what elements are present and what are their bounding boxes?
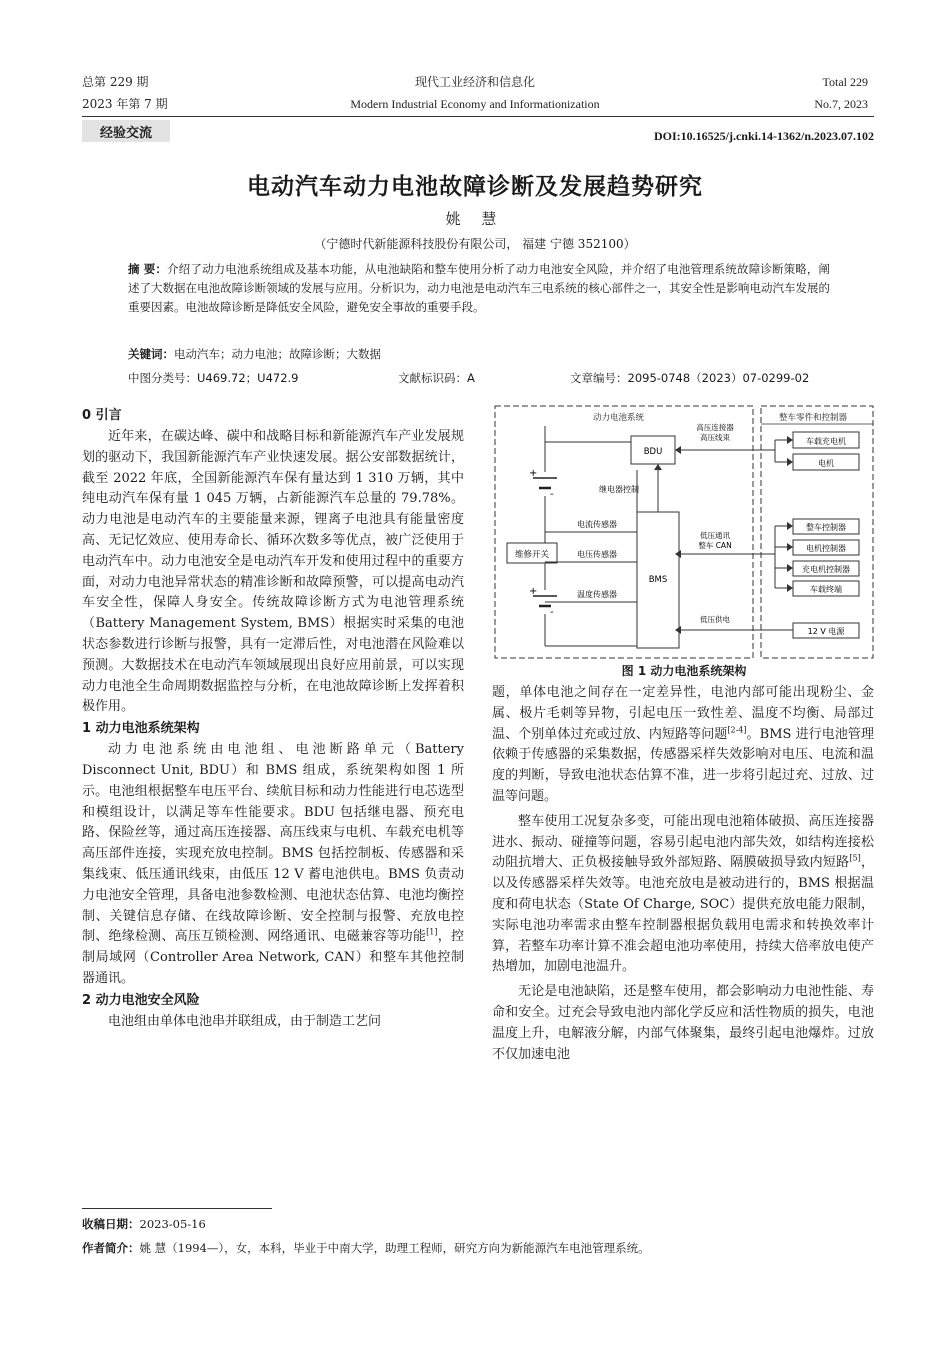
journal-title-cn: 现代工业经济和信息化 xyxy=(414,75,535,89)
hv-to-charger-arrow xyxy=(787,436,793,444)
bio-text: 姚 慧（1994—），女，本科，毕业于中南大学，助理工程师，研究方向为新能源汽车电池管理系统。 xyxy=(139,1241,650,1255)
bio-label: 作者简介： xyxy=(82,1241,140,1255)
body-left-column xyxy=(82,405,464,1033)
relay-control-label: 继电器控制 xyxy=(599,485,639,494)
document-code: 文献标识码：A xyxy=(398,371,475,385)
can-to-vcu-arrow xyxy=(787,522,793,530)
current-sensor-label: 电流传感器 xyxy=(577,520,617,529)
received-date xyxy=(82,1216,206,1232)
vehicle-use-text-a: 整车使用工况复杂多变，可能出现电池箱体破损、高压连接器进水、振动、碰撞等问题，容易引起电池内部失效，如结构连接松动阻抗增大、正负极接触导致外部短路、隔膜破损导致内短路 xyxy=(492,813,874,871)
section-tag: 经验交流 xyxy=(82,120,170,142)
lv-comm-label: 低压通讯 xyxy=(700,531,730,540)
journal-title-en: Modern Industrial Economy and Informationization xyxy=(350,97,600,111)
plus-sign-upper: + xyxy=(529,468,538,479)
citation-1: [1] xyxy=(426,928,438,937)
can-label: 整车 CAN xyxy=(698,541,732,550)
received-value: 2023-05-16 xyxy=(139,1217,206,1231)
can-to-ccu-arrow xyxy=(787,564,793,572)
issue-total-en: Total 229 xyxy=(822,75,868,89)
vehicle-use-text-b: ，以及传感器采样失效等。电池充放电是被动进行的，BMS 根据温度和荷电状态（State Of Charge, SOC）提供充放电能力限制，实际电池功率需求由整车控制器根据负载用电需求和转换效率计算，若整车功率计算不准会超电池功率使用，持续大倍率放电使产热增加，加剧电池温升。 xyxy=(492,855,874,975)
service-switch-label: 维修开关 xyxy=(514,550,550,560)
architecture-text-b: ，控制局域网（Controller Area Network, CAN）和整车其他控制器通讯。 xyxy=(82,929,464,986)
temp-sensor-label: 温度传感器 xyxy=(577,590,617,599)
clc-number: 中图分类号：U469.72；U472.9 xyxy=(128,371,299,385)
paragraph-cell-defects xyxy=(492,683,874,808)
body-right-column xyxy=(492,683,874,1065)
heading-safety-risk: 2 动力电池安全风险 xyxy=(82,992,200,1008)
mcu-label: 电机控制器 xyxy=(806,544,846,553)
doi: DOI:10.16525/j.cnki.14-1362/n.2023.07.102 xyxy=(653,129,874,143)
relay-control-arrowhead xyxy=(654,464,662,470)
issue-total-cn: 总第 229 期 xyxy=(82,75,149,89)
bdu-label: BDU xyxy=(643,447,663,457)
affiliation: （宁德时代新能源科技股份有限公司， 福建 宁德 352100） xyxy=(314,237,636,251)
minus-sign-lower: - xyxy=(550,607,554,618)
paragraph-introduction: 近年来，在碳达峰、碳中和战略目标和新能源汽车产业发展规划的驱动下，我国新能源汽车产业快速发展。据公安部数据统计，截至 2022 年底，全国新能源汽车保有量达到 1 310 万辆，其中纯电动汽车保有量 1 045 万辆，占新能源汽车总量的 79.78%。动力电池是电动汽车的主要能量来源，锂离子电池具有能量密度高、无记忆效应、使用寿命长、循环次数多等优点，被广泛使用于电动汽车中。动力电池安全是电动汽车开发和使用过程中的重要方面，对动力电池异常状态的精准诊断和故障预警，可以提高电动汽车安全性，保障人身安全。传统故障诊断方式为电池管理系统（Battery Management System, BMS）根据实时采集的电池状态参数进行诊断与报警，具有一定滞后性，对电池潜在风险难以预测。大数据技术在电动汽车领域展现出良好应用前景，可以实现动力电池全生命周期数据监控与分析，在电池故障诊断上发挥着积极作用。 xyxy=(82,429,464,715)
can-to-mcu-arrow xyxy=(787,543,793,551)
motor-label: 电机 xyxy=(818,459,834,468)
lv-power-label: 低压供电 xyxy=(700,615,730,624)
article-title: 电动汽车动力电池故障诊断及发展趋势研究 xyxy=(247,174,703,200)
author-bio xyxy=(82,1240,650,1256)
plus-sign-lower: + xyxy=(529,586,538,597)
abstract-label: 摘 要： xyxy=(128,262,168,276)
paragraph-vehicle-use xyxy=(492,812,874,978)
cell-defects-text-a: 题，单体电池之间存在一定差异性，电池内部可能出现粉尘、金属、极片毛刺等异物，引起电压一致性差、温度不均衡、局部过温、个别单体过充或过放、内短路等问题 xyxy=(492,685,874,742)
article-number: 文章编号：2095-0748（2023）07-0299-02 xyxy=(570,371,810,385)
abstract xyxy=(128,260,830,317)
bms-label: BMS xyxy=(648,575,668,585)
battery-cell-upper xyxy=(529,468,559,500)
ccu-label: 充电机控制器 xyxy=(802,565,850,574)
hv-harness-label: 高压线束 xyxy=(700,433,730,442)
hv-connector-label: 高压连接器 xyxy=(696,423,734,432)
issue-no-en: No.7, 2023 xyxy=(814,97,868,111)
abstract-text: 介绍了动力电池系统组成及基本功能，从电池缺陷和整车使用分析了动力电池安全风险，并介绍了电池管理系统故障诊断策略，阐述了大数据在电池故障诊断领域的发展与应用。分析识为，动力电池是电动汽车三电系统的核心部件之一，其安全性是影响电动汽车发展的重要因素。电池故障诊断是降低安全风险，避免安全事故的重要手段。 xyxy=(128,262,830,314)
minus-sign-upper: - xyxy=(550,489,554,500)
keywords-text: 电动汽车；动力电池；故障诊断；大数据 xyxy=(174,347,381,361)
header-rule xyxy=(82,116,874,117)
citation-5: [5] xyxy=(849,854,861,864)
hv-bus-arrow-left xyxy=(675,446,681,454)
paragraph-overcharge: 无论是电池缺陷，还是整车使用，都会影响动力电池性能、寿命和安全。过充会导致电池内部化学反应和活性物质的损失，电池温度上升，电解液分解，内部气体聚集，最终引起电池爆炸。过放不仅加速电池 xyxy=(492,984,874,1062)
vcu-label: 整车控制器 xyxy=(806,523,846,532)
battery-system-group-label: 动力电池系统 xyxy=(593,413,645,423)
hv-to-motor-arrow xyxy=(787,458,793,466)
issue-year-cn: 2023 年第 7 期 xyxy=(82,97,168,111)
cell-defects-text-b: 。BMS 进行电池管理依赖于传感器的采集数据，传感器采样失效影响对电压、电流和温度的判断，导致电池状态估算不准，进一步将引起过充、过放、过温等问题。 xyxy=(492,726,874,804)
heading-introduction: 0 引言 xyxy=(82,408,122,423)
charger-label: 车载充电机 xyxy=(806,437,846,446)
citation-2-4: [2-4] xyxy=(727,725,747,735)
paragraph-safety-risk: 电池组由单体电池串并联组成，由于制造工艺问 xyxy=(108,1013,382,1029)
vehicle-group-label: 整车零件和控制器 xyxy=(779,413,848,423)
tbox-label: 车载终端 xyxy=(810,585,842,594)
figure-caption: 图 1 动力电池系统架构 xyxy=(621,664,747,678)
received-label: 收稿日期： xyxy=(82,1217,140,1231)
voltage-sensor-label: 电压传感器 xyxy=(577,550,617,559)
keywords xyxy=(128,346,381,362)
footnote-rule xyxy=(82,1208,272,1209)
keywords-label: 关键词： xyxy=(128,347,174,361)
battery-12v-label: 12 V 电源 xyxy=(807,627,845,636)
paragraph-architecture xyxy=(82,740,464,990)
figure-battery-architecture xyxy=(493,404,875,662)
heading-architecture: 1 动力电池系统架构 xyxy=(82,721,200,737)
architecture-text-a: 动力电池系统由电池组、电池断路单元（Battery Disconnect Unit, BDU）和 BMS 组成，系统架构如图 1 所示。电池组根据整车电压平台、续航目标和动力性能进行电芯选型和模组设计，以满足等车性能要求。BDU 包括继电器、预充电路、保险丝等，通过高压连接器、高压线束与电机、车载充电机等高压部件连接，实现充放电控制。BMS 包括控制板、传感器和采集线束、低压通讯线束，由低压 12 V 蓄电池供电。BMS 负责动力电池安全管理，具备电池参数检测、电池状态估算、电池均衡控制、关键信息存储、在线故障诊断、安全控制与报警、充放电控制、绝缘检测、高压互锁检测、网络通讯、电磁兼容等功能 xyxy=(82,742,464,945)
can-to-tbox-arrow xyxy=(787,584,793,592)
author-name: 姚 慧 xyxy=(445,210,505,228)
